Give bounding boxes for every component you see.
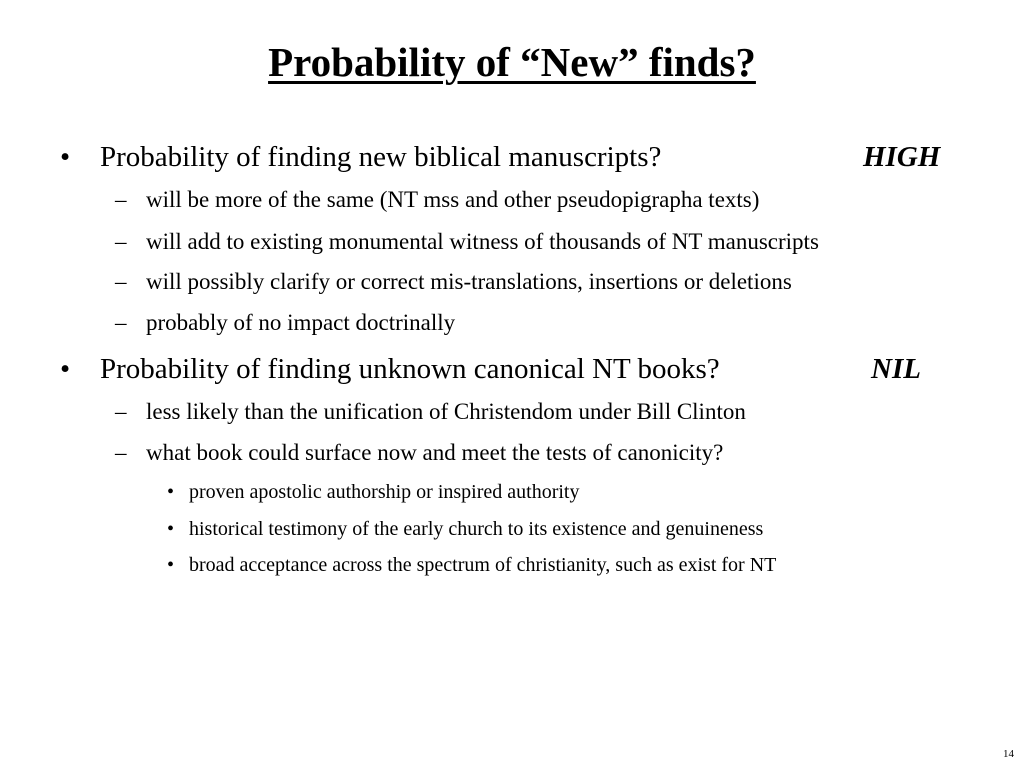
- bullet-marker: •: [167, 518, 175, 540]
- sub-bullet-text: less likely than the unification of Christendom under Bill Clinton: [146, 399, 746, 424]
- sub-bullet-text: will add to existing monumental witness of thousands of NT manuscripts: [146, 229, 819, 254]
- slide-title: [0, 38, 1024, 87]
- dash-marker: –: [115, 269, 127, 294]
- sub-bullet-text: will be more of the same (NT mss and other pseudopigrapha texts): [146, 187, 760, 212]
- sub-bullet-text: what book could surface now and meet the tests of canonicity?: [146, 440, 724, 465]
- bullet-marker: •: [167, 554, 175, 576]
- slide-title-text: Probability of “New” finds?: [268, 39, 756, 85]
- verdict-label: HIGH: [863, 141, 941, 173]
- sub-sub-bullet-text: proven apostolic authorship or inspired authority: [189, 481, 580, 503]
- bullet-marker: •: [60, 353, 71, 385]
- dash-marker: –: [115, 399, 127, 424]
- dash-marker: –: [115, 229, 127, 254]
- sub-bullet-text: will possibly clarify or correct mis-translations, insertions or deletions: [146, 269, 792, 294]
- dash-marker: –: [115, 187, 127, 212]
- sub-sub-bullet-text: broad acceptance across the spectrum of christianity, such as exist for NT: [189, 554, 777, 576]
- dash-marker: –: [115, 440, 127, 465]
- sub-bullet-text: probably of no impact doctrinally: [146, 310, 456, 335]
- bullet-marker: •: [167, 481, 175, 503]
- bullet-text: Probability of finding new biblical manuscripts?: [100, 141, 662, 173]
- bullet-marker: •: [60, 141, 71, 173]
- sub-sub-bullet-text: historical testimony of the early church to its existence and genuineness: [189, 518, 764, 540]
- dash-marker: –: [115, 310, 127, 335]
- verdict-label: NIL: [871, 353, 921, 385]
- bullet-text: Probability of finding unknown canonical NT books?: [100, 353, 720, 385]
- page-number: 14: [1003, 748, 1014, 760]
